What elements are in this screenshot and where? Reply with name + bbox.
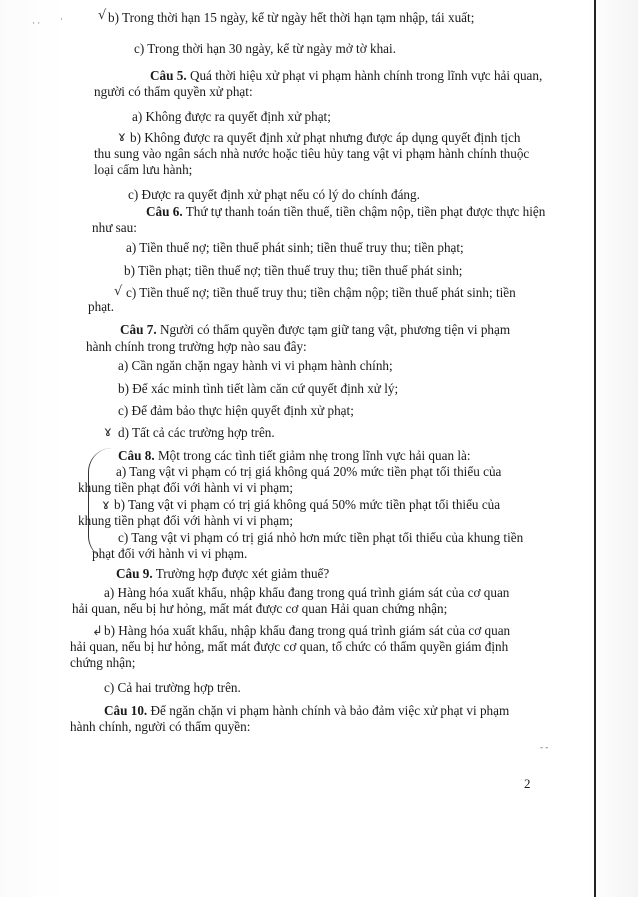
answer-line: loại cấm lưu hành;	[94, 162, 193, 177]
scan-speck: · ·	[32, 18, 41, 28]
question-number: Câu 8.	[118, 448, 155, 463]
selection-mark-icon: ɤ	[102, 498, 110, 513]
question-text: Quá thời hiệu xử phạt vi phạm hành chính trong lĩnh vực hải quan,	[186, 68, 543, 83]
question-line	[116, 566, 329, 582]
check-mark-icon: √	[98, 8, 107, 23]
answer-line: c) Tang vật vi phạm có trị giá nhỏ hơn mức tiền phạt tối thiểu của khung tiền	[118, 530, 524, 545]
answer-line: hải quan, nếu bị hư hỏng, mất mát được cơ quan Hải quan chứng nhận;	[72, 601, 448, 616]
answer-line: phạt.	[88, 299, 115, 314]
question-text: Trường hợp được xét giảm thuế?	[152, 566, 330, 581]
question-text: Một trong các tình tiết giảm nhẹ trong lĩnh vực hải quan là:	[154, 448, 471, 463]
scan-speck: - -	[540, 742, 549, 752]
selection-mark-icon: ↲	[92, 624, 103, 639]
question-text: Thứ tự thanh toán tiền thuế, tiền chậm nộp, tiền phạt được thực hiện	[182, 204, 546, 219]
answer-line: b) Trong thời hạn 15 ngày, kể từ ngày hết thời hạn tạm nhập, tái xuất;	[108, 10, 475, 25]
scan-speck: ·	[60, 14, 63, 24]
answer-line: c) Tiền thuế nợ; tiền thuế truy thu; tiền chậm nộp; tiền thuế phát sinh; tiền	[126, 285, 516, 300]
question-line: người có thẩm quyền xử phạt:	[94, 84, 253, 99]
question-line	[120, 322, 510, 338]
answer-line: c) Cả hai trường hợp trên.	[104, 680, 241, 695]
question-line	[150, 68, 542, 84]
answer-line: c) Trong thời hạn 30 ngày, kể từ ngày mở tờ khai.	[134, 41, 396, 56]
question-number: Câu 5.	[150, 68, 187, 83]
answer-line: c) Để đảm bảo thực hiện quyết định xử phạt;	[118, 403, 354, 418]
selection-mark-icon: √	[114, 284, 123, 299]
selection-mark-icon: ɤ	[118, 130, 126, 145]
answer-line: b) Để xác minh tình tiết làm căn cứ quyết định xử lý;	[118, 381, 399, 396]
question-line	[118, 448, 471, 464]
page-edge-shadow	[594, 0, 596, 897]
answer-line: a) Cần ngăn chặn ngay hành vi vi phạm hành chính;	[118, 358, 393, 373]
answer-line: thu sung vào ngân sách nhà nước hoặc tiêu hủy tang vật vi phạm hành chính thuộc	[94, 146, 530, 161]
question-line: hành chính trong trường hợp nào sau đây:	[86, 339, 307, 354]
answer-line: d) Tất cả các trường hợp trên.	[118, 425, 275, 440]
answer-line: b) Tiền phạt; tiền thuế nợ; tiền thuế truy thu; tiền thuế phát sinh;	[124, 263, 463, 278]
answer-line: b) Không được ra quyết định xử phạt nhưng được áp dụng quyết định tịch	[130, 130, 521, 145]
answer-line: khung tiền phạt đối với hành vi vi phạm;	[78, 513, 294, 528]
question-text: Để ngăn chặn vi phạm hành chính và bảo đảm việc xử phạt vi phạm	[147, 703, 510, 718]
question-text: Người có thẩm quyền được tạm giữ tang vật, phương tiện vi phạm	[156, 322, 511, 337]
answer-line: a) Tang vật vi phạm có trị giá không quá 20% mức tiền phạt tối thiểu của	[116, 464, 502, 479]
selection-mark-icon: ɤ	[104, 425, 112, 440]
answer-line: b) Hàng hóa xuất khẩu, nhập khẩu đang trong quá trình giám sát của cơ quan	[104, 623, 511, 638]
question-number: Câu 6.	[146, 204, 183, 219]
answer-line: khung tiền phạt đối với hành vi vi phạm;	[78, 480, 294, 495]
question-line	[146, 204, 545, 220]
answer-line: b) Tang vật vi phạm có trị giá không quá 50% mức tiền phạt tối thiểu của	[114, 497, 501, 512]
answer-line: c) Được ra quyết định xử phạt nếu có lý do chính đáng.	[128, 187, 420, 202]
answer-line: a) Tiền thuế nợ; tiền thuế phát sinh; tiền thuế truy thu; tiền phạt;	[126, 240, 464, 255]
question-line: hành chính, người có thẩm quyền:	[70, 719, 251, 734]
question-number: Câu 7.	[120, 322, 157, 337]
answer-line: a) Không được ra quyết định xử phạt;	[132, 109, 331, 124]
question-number: Câu 10.	[104, 703, 148, 718]
answer-line: phạt đối với hành vi vi phạm.	[92, 546, 248, 561]
page-number: 2	[524, 776, 531, 791]
answer-line: hải quan, nếu bị hư hỏng, mất mát được cơ quan, tổ chức có thẩm quyền giám định	[70, 639, 509, 654]
answer-line: a) Hàng hóa xuất khẩu, nhập khẩu đang trong quá trình giám sát của cơ quan	[104, 585, 510, 600]
question-number: Câu 9.	[116, 566, 153, 581]
question-line: như sau:	[92, 220, 137, 235]
answer-line: chứng nhận;	[70, 655, 136, 670]
question-line	[104, 703, 509, 719]
